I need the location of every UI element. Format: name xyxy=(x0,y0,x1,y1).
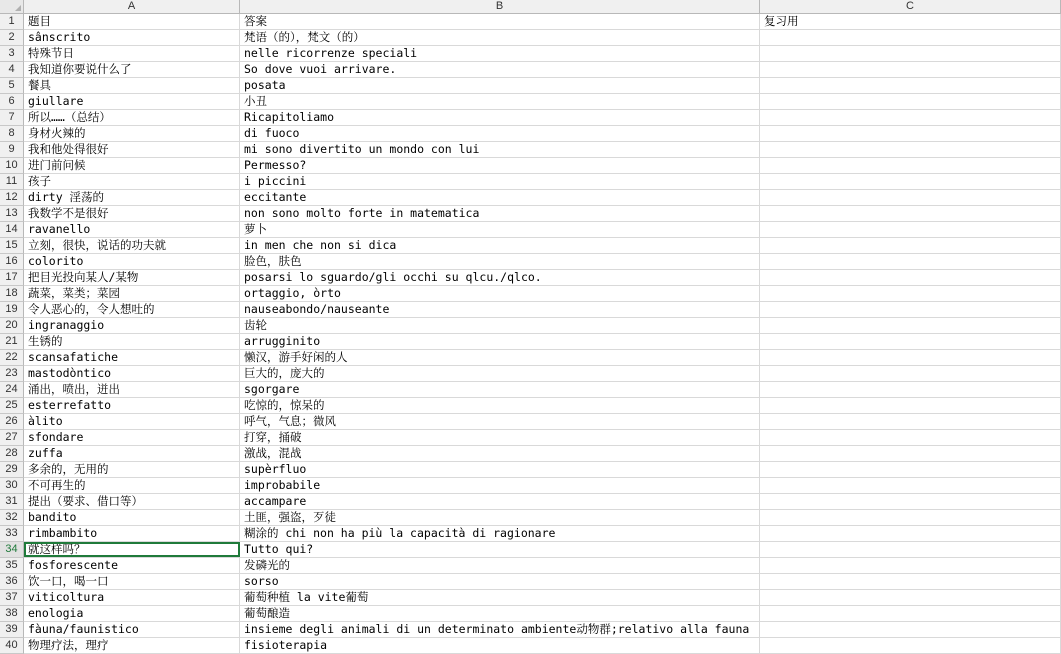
cell-a[interactable]: esterrefatto xyxy=(24,398,240,413)
cell-b[interactable]: 糊涂的 chi non ha più la capacità di ragionare xyxy=(240,526,760,541)
table-row xyxy=(0,558,1061,574)
cell-b[interactable]: accampare xyxy=(240,494,760,509)
column-header-c[interactable]: C xyxy=(760,0,1061,13)
row-number[interactable]: 16 xyxy=(0,254,24,270)
row-number[interactable]: 22 xyxy=(0,350,24,366)
cell-b[interactable]: insieme degli animali di un determinato ambiente动物群;relativo alla fauna xyxy=(240,622,760,637)
row-number[interactable]: 1 xyxy=(0,14,24,30)
cell-c[interactable] xyxy=(760,286,1061,301)
cell-c[interactable] xyxy=(760,30,1061,45)
cell-c[interactable] xyxy=(760,446,1061,461)
table-row xyxy=(0,94,1061,110)
row-number[interactable]: 34 xyxy=(0,542,24,558)
table-row xyxy=(0,366,1061,382)
table-row xyxy=(0,14,1061,30)
cell-b[interactable]: posarsi lo sguardo/gli occhi su qlcu./qlco. xyxy=(240,270,760,285)
table-row xyxy=(0,590,1061,606)
cell-c[interactable] xyxy=(760,318,1061,333)
table-row xyxy=(0,622,1061,638)
cell-c[interactable] xyxy=(760,382,1061,397)
cell-a[interactable]: viticoltura xyxy=(24,590,240,605)
cell-a[interactable]: sânscrito xyxy=(24,30,240,45)
table-row xyxy=(0,350,1061,366)
cell-c[interactable] xyxy=(760,334,1061,349)
cell-a[interactable]: ingranaggio xyxy=(24,318,240,333)
table-row xyxy=(0,238,1061,254)
cell-a[interactable]: fàuna/faunistico xyxy=(24,622,240,637)
cell-c[interactable] xyxy=(760,574,1061,589)
row-number[interactable]: 6 xyxy=(0,94,24,110)
cell-a[interactable]: rimbambito xyxy=(24,526,240,541)
row-number[interactable]: 10 xyxy=(0,158,24,174)
cell-c[interactable] xyxy=(760,142,1061,157)
cell-b[interactable]: fisioterapia xyxy=(240,638,760,653)
table-row xyxy=(0,414,1061,430)
row-number[interactable]: 4 xyxy=(0,62,24,78)
cell-c[interactable] xyxy=(760,430,1061,445)
row-number[interactable]: 25 xyxy=(0,398,24,414)
row-number[interactable]: 21 xyxy=(0,334,24,350)
cell-c[interactable] xyxy=(760,254,1061,269)
cell-a[interactable]: 身材火辣的 xyxy=(24,126,240,141)
cell-c[interactable] xyxy=(760,126,1061,141)
cell-c[interactable] xyxy=(760,414,1061,429)
table-row xyxy=(0,110,1061,126)
cell-b[interactable]: nauseabondo/nauseante xyxy=(240,302,760,317)
cell-c[interactable] xyxy=(760,398,1061,413)
cell-b[interactable]: non sono molto forte in matematica xyxy=(240,206,760,221)
cell-c[interactable] xyxy=(760,558,1061,573)
cell-a[interactable]: zuffa xyxy=(24,446,240,461)
cell-c[interactable] xyxy=(760,62,1061,77)
row-number[interactable]: 23 xyxy=(0,366,24,382)
cell-c[interactable] xyxy=(760,366,1061,381)
cell-b[interactable]: nelle ricorrenze speciali xyxy=(240,46,760,61)
cell-c[interactable] xyxy=(760,206,1061,221)
cell-b[interactable]: 答案 xyxy=(240,14,760,29)
table-row xyxy=(0,398,1061,414)
table-row xyxy=(0,302,1061,318)
cell-b[interactable]: 发磷光的 xyxy=(240,558,760,573)
row-number[interactable]: 18 xyxy=(0,286,24,302)
row-number[interactable]: 39 xyxy=(0,622,24,638)
row-number[interactable]: 7 xyxy=(0,110,24,126)
cell-b[interactable]: in men che non si dica xyxy=(240,238,760,253)
cell-b[interactable]: ortaggio, òrto xyxy=(240,286,760,301)
cell-c[interactable] xyxy=(760,78,1061,93)
cell-a[interactable]: 蔬菜，菜类；菜园 xyxy=(24,286,240,301)
cell-a[interactable]: ravanello xyxy=(24,222,240,237)
cell-b[interactable]: Permesso? xyxy=(240,158,760,173)
row-number[interactable]: 14 xyxy=(0,222,24,238)
table-row xyxy=(0,430,1061,446)
cell-a[interactable]: 提出（要求、借口等） xyxy=(24,494,240,509)
cell-a[interactable]: scansafatiche xyxy=(24,350,240,365)
row-number[interactable]: 11 xyxy=(0,174,24,190)
row-number[interactable]: 27 xyxy=(0,430,24,446)
row-number[interactable]: 37 xyxy=(0,590,24,606)
cell-a[interactable]: 涌出，喷出，迸出 xyxy=(24,382,240,397)
cell-b[interactable]: 懒汉，游手好闲的人 xyxy=(240,350,760,365)
cell-b[interactable]: improbabile xyxy=(240,478,760,493)
cell-c[interactable] xyxy=(760,190,1061,205)
cell-c[interactable] xyxy=(760,590,1061,605)
table-row xyxy=(0,446,1061,462)
row-number[interactable]: 38 xyxy=(0,606,24,622)
cell-a[interactable]: 物理疗法，理疗 xyxy=(24,638,240,653)
rows-container xyxy=(0,14,1061,654)
table-row xyxy=(0,190,1061,206)
cell-c[interactable] xyxy=(760,46,1061,61)
row-number[interactable]: 31 xyxy=(0,494,24,510)
cell-c[interactable]: 复习用 xyxy=(760,14,1061,29)
row-number[interactable]: 19 xyxy=(0,302,24,318)
cell-b[interactable]: 呼气，气息；微风 xyxy=(240,414,760,429)
row-number[interactable]: 24 xyxy=(0,382,24,398)
cell-c[interactable] xyxy=(760,606,1061,621)
row-number[interactable]: 3 xyxy=(0,46,24,62)
table-row xyxy=(0,526,1061,542)
cell-b[interactable]: 激战，混战 xyxy=(240,446,760,461)
cell-a[interactable]: 令人恶心的，令人想吐的 xyxy=(24,302,240,317)
table-row xyxy=(0,382,1061,398)
cell-b[interactable]: 小丑 xyxy=(240,94,760,109)
row-number[interactable]: 15 xyxy=(0,238,24,254)
row-number[interactable]: 33 xyxy=(0,526,24,542)
row-number[interactable]: 2 xyxy=(0,30,24,46)
cell-a[interactable]: mastodòntico xyxy=(24,366,240,381)
row-number[interactable]: 35 xyxy=(0,558,24,574)
cell-c[interactable] xyxy=(760,526,1061,541)
cell-a[interactable]: àlito xyxy=(24,414,240,429)
table-row xyxy=(0,174,1061,190)
cell-a[interactable]: 题目 xyxy=(24,14,240,29)
cell-a[interactable]: dirty 淫荡的 xyxy=(24,190,240,205)
cell-a[interactable]: 特殊节日 xyxy=(24,46,240,61)
cell-a[interactable]: 我知道你要说什么了 xyxy=(24,62,240,77)
cell-b[interactable]: mi sono divertito un mondo con lui xyxy=(240,142,760,157)
table-row xyxy=(0,478,1061,494)
row-number[interactable]: 28 xyxy=(0,446,24,462)
table-row xyxy=(0,142,1061,158)
table-row xyxy=(0,494,1061,510)
cell-b[interactable]: arrugginito xyxy=(240,334,760,349)
cell-a[interactable]: 我数学不是很好 xyxy=(24,206,240,221)
table-row xyxy=(0,334,1061,350)
row-number[interactable]: 5 xyxy=(0,78,24,94)
cell-c[interactable] xyxy=(760,302,1061,317)
cell-c[interactable] xyxy=(760,478,1061,493)
cell-b[interactable]: 巨大的，庞大的 xyxy=(240,366,760,381)
cell-a[interactable]: enologia xyxy=(24,606,240,621)
cell-a[interactable]: 所以……（总结） xyxy=(24,110,240,125)
cell-a[interactable]: colorito xyxy=(24,254,240,269)
cell-b[interactable]: So dove vuoi arrivare. xyxy=(240,62,760,77)
cell-b[interactable]: 打穿，捅破 xyxy=(240,430,760,445)
cell-c[interactable] xyxy=(760,638,1061,653)
cell-c[interactable] xyxy=(760,510,1061,525)
cell-a[interactable]: 孩子 xyxy=(24,174,240,189)
cell-c[interactable] xyxy=(760,494,1061,509)
row-number[interactable]: 20 xyxy=(0,318,24,334)
table-row xyxy=(0,158,1061,174)
cell-b[interactable]: 萝卜 xyxy=(240,222,760,237)
cell-a[interactable]: 生锈的 xyxy=(24,334,240,349)
cell-b[interactable]: supèrfluo xyxy=(240,462,760,477)
row-number[interactable]: 40 xyxy=(0,638,24,654)
row-number[interactable]: 12 xyxy=(0,190,24,206)
cell-b[interactable]: 梵语（的），梵文（的） xyxy=(240,30,760,45)
cell-c[interactable] xyxy=(760,270,1061,285)
table-row xyxy=(0,574,1061,590)
table-row xyxy=(0,510,1061,526)
table-row xyxy=(0,222,1061,238)
cell-b[interactable]: 葡萄种植 la vite葡萄 xyxy=(240,590,760,605)
column-header-row xyxy=(0,0,1061,14)
table-row xyxy=(0,606,1061,622)
table-row xyxy=(0,318,1061,334)
column-header-b[interactable]: B xyxy=(240,0,760,13)
cell-a[interactable]: 餐具 xyxy=(24,78,240,93)
table-row xyxy=(0,206,1061,222)
row-number[interactable]: 13 xyxy=(0,206,24,222)
cell-a[interactable]: 进门前问候 xyxy=(24,158,240,173)
cell-a[interactable]: 把目光投向某人/某物 xyxy=(24,270,240,285)
cell-b[interactable]: 葡萄酿造 xyxy=(240,606,760,621)
row-number[interactable]: 32 xyxy=(0,510,24,526)
cell-c[interactable] xyxy=(760,110,1061,125)
table-row xyxy=(0,638,1061,654)
table-row xyxy=(0,126,1061,142)
row-number[interactable]: 29 xyxy=(0,462,24,478)
select-all-corner[interactable] xyxy=(0,0,24,13)
table-row xyxy=(0,30,1061,46)
cell-c[interactable] xyxy=(760,542,1061,557)
cell-a[interactable]: 不可再生的 xyxy=(24,478,240,493)
cell-a[interactable]: 饮一口，喝一口 xyxy=(24,574,240,589)
cell-b[interactable]: di fuoco xyxy=(240,126,760,141)
table-row xyxy=(0,254,1061,270)
cell-a[interactable]: sfondare xyxy=(24,430,240,445)
row-number[interactable]: 30 xyxy=(0,478,24,494)
row-number[interactable]: 9 xyxy=(0,142,24,158)
cell-b[interactable]: i piccini xyxy=(240,174,760,189)
table-row xyxy=(0,62,1061,78)
table-row xyxy=(0,462,1061,478)
cell-b[interactable]: eccitante xyxy=(240,190,760,205)
table-row xyxy=(0,78,1061,94)
table-row xyxy=(0,46,1061,62)
cell-b[interactable]: 吃惊的，惊呆的 xyxy=(240,398,760,413)
row-number[interactable]: 36 xyxy=(0,574,24,590)
cell-b[interactable]: posata xyxy=(240,78,760,93)
table-row xyxy=(0,270,1061,286)
cell-b[interactable]: Ricapitoliamo xyxy=(240,110,760,125)
cell-c[interactable] xyxy=(760,622,1061,637)
cell-b[interactable]: sgorgare xyxy=(240,382,760,397)
cell-a[interactable]: 立刻，很快，说话的功夫就 xyxy=(24,238,240,253)
cell-b[interactable]: 脸色，肤色 xyxy=(240,254,760,269)
cell-b[interactable]: 土匪，强盗，歹徒 xyxy=(240,510,760,525)
cell-c[interactable] xyxy=(760,238,1061,253)
cell-c[interactable] xyxy=(760,222,1061,237)
cell-a[interactable]: fosforescente xyxy=(24,558,240,573)
row-number[interactable]: 8 xyxy=(0,126,24,142)
cell-c[interactable] xyxy=(760,462,1061,477)
cell-a[interactable]: bandito xyxy=(24,510,240,525)
cell-a[interactable]: giullare xyxy=(24,94,240,109)
cell-c[interactable] xyxy=(760,174,1061,189)
cell-b[interactable]: Tutto qui? xyxy=(240,542,760,557)
cell-a[interactable]: 我和他处得很好 xyxy=(24,142,240,157)
cell-c[interactable] xyxy=(760,158,1061,173)
column-header-a[interactable]: A xyxy=(24,0,240,13)
row-number[interactable]: 26 xyxy=(0,414,24,430)
table-row xyxy=(0,542,1061,558)
cell-c[interactable] xyxy=(760,94,1061,109)
table-row xyxy=(0,286,1061,302)
cell-b[interactable]: 齿轮 xyxy=(240,318,760,333)
cell-a[interactable]: 就这样吗？ xyxy=(24,542,240,557)
row-number[interactable]: 17 xyxy=(0,270,24,286)
cell-a[interactable]: 多余的，无用的 xyxy=(24,462,240,477)
cell-b[interactable]: sorso xyxy=(240,574,760,589)
cell-c[interactable] xyxy=(760,350,1061,365)
